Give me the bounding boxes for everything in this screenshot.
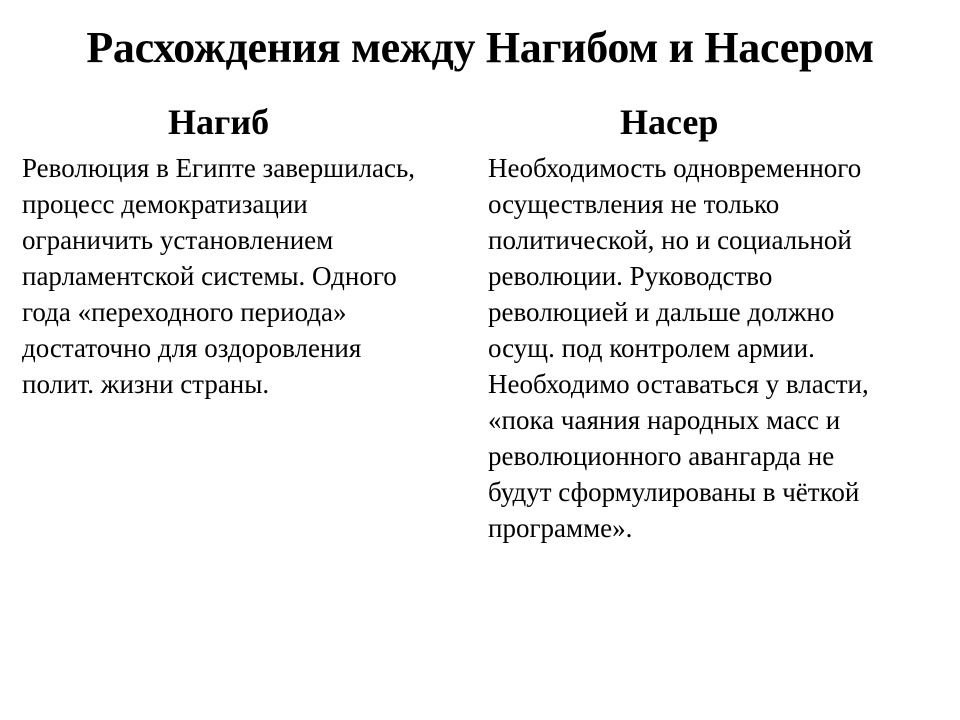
nasser-text-line: будут сформулированы в чёткой — [488, 477, 860, 507]
naguib-text-line: достаточно для оздоровления — [22, 333, 362, 363]
naguib-text-line: полит. жизни страны. — [22, 369, 270, 399]
naguib-text-line: ограничить установлением — [22, 225, 334, 255]
nasser-text-line: революционного авангарда не — [488, 441, 835, 471]
nasser-text-line: осуществления не только — [488, 189, 780, 219]
naguib-text-line: процесс демократизации — [22, 189, 308, 219]
nasser-text-line: Необходимо оставаться у власти, — [488, 369, 869, 399]
nasser-text-line: Необходимость одновременного — [488, 153, 862, 183]
nasser-text — [488, 150, 938, 546]
naguib-text-line: Революция в Египте завершилась, — [22, 153, 416, 183]
nasser-text-line: «пока чаяния народных масс и — [488, 405, 841, 435]
nasser-text-line: программе». — [488, 513, 633, 543]
nasser-heading: Насер — [620, 102, 719, 142]
naguib-text-line: парламентской системы. Одного — [22, 261, 397, 291]
naguib-text — [22, 150, 462, 402]
nasser-text-line: осущ. под контролем армии. — [488, 333, 815, 363]
naguib-text-line: года «переходного периода» — [22, 297, 347, 327]
naguib-heading: Нагиб — [168, 102, 270, 142]
nasser-text-line: революции. Руководство — [488, 261, 773, 291]
nasser-text-line: революцией и дальше должно — [488, 297, 835, 327]
slide-title: Расхождения между Нагибом и Насером — [86, 23, 874, 72]
nasser-text-line: политической, но и социальной — [488, 225, 852, 255]
